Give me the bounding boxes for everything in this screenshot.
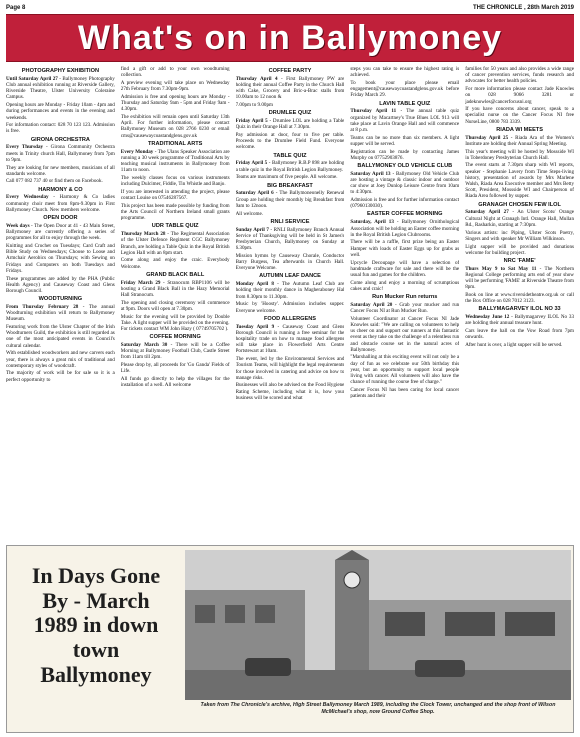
event-heading: WOODTURNING: [38, 296, 83, 303]
event-paragraph: For more information please contact Jade Knowles on 028 9066 3281 or jadeknowles@cancerfocusni.org: [465, 86, 574, 105]
event-paragraph: Registration can be made by contacting James Murphy on 07752903876.: [350, 148, 460, 161]
event-paragraph: Until Saturday April 27 - Ballymoney Photography Club annual exhibition running at Riverside Gallery, Riverside Theatre, Ulster University Coleraine Campus.: [6, 75, 115, 101]
column-4: [350, 66, 459, 538]
event-paragraph: Featuring work from the Ulster Chapter of the Irish Woodturners Guild, the exhibition is still regarded as one of the most anticipated events in Council's cultural calendar.: [6, 324, 115, 349]
event-heading: GRAND BLACK BALL: [146, 271, 205, 278]
event-paragraph: Come along and enjoy the craic. Everybody Welcome.: [120, 257, 230, 270]
event-paragraph: Every Monday - The Ulans Speaker Association are running a 30 week programme of Traditional Arts by teaching musical instruments in Ballymoney from 11am to noon.: [120, 148, 230, 174]
street-photo-illustration: [185, 550, 571, 700]
event-paragraph: 7.00pm to 9.00pm: [235, 102, 273, 109]
event-paragraph: Opening hours are Monday - Friday 10am - 4pm and during performances and events in the evening and weekends.: [6, 102, 115, 121]
event-paragraph: Admission is free and for further information contact (07960130030).: [350, 197, 460, 210]
event-paragraph: Saturday April 13 - Ballymoney Old Vehicle Club are hosting a vintage & classic indoor and outdoor car show at Joey Dunlop Leisure Centre from 10am to 4:30pm.: [350, 170, 460, 196]
event-paragraph: "Marshalling at this exciting event will not only be a day of fun as we celebrate our 50th birthday this year, but an opportunity to support local people living with cancer. All volunteers will also have the chance of running the course free of charge.": [350, 354, 460, 386]
event-paragraph: Various artists: inc Piping, Ulster Scots Poetry, Singers and with speaker Mr William Wilkinson.: [465, 229, 574, 242]
event-paragraph: If you are interested in attending the project, please contact Louise on 07546287567.: [120, 188, 230, 201]
event-heading: BALLYMONEY OLD VEHICLE CLUB: [357, 162, 453, 169]
event-paragraph: Tuesday April 9 - Causeway Coast and Glens Borough Council is running a free seminar for the hospitality trade on how to manage food allergens will take place in Flowerfield Arts Centre Portstewart at 10am.: [235, 323, 345, 355]
event-paragraph: Monday April 8 - The Autumn Leaf Club are holding their monthly dance in Magheraboney Hal from 8.30pm to 11.30pm.: [235, 281, 345, 300]
photo-caption: Taken from The Chronicle's archive, High Street Ballymoney March 1989, including the Clock Tower, unchanged and the shop front of Wilson McMichael's shop, now Ground Coffee Shop.: [200, 702, 556, 715]
event-paragraph: The exhibition will remain open until Saturday 13th April. For further information, please contact Ballymoney Museum on 028 2766 0230 or email cms@causewaycoastandglens.gov.uk: [120, 113, 230, 139]
event-paragraph: Friday April 5 - Ballymoney R.B.P 898 are holding a table quiz in the Royal British Legion Ballymoney.: [235, 160, 345, 173]
event-paragraph: This year's meeting will be hosted by Mossside WI in Toberdoney Presbyterian Church Hall.: [465, 148, 574, 161]
event-paragraph: All welcome.: [235, 210, 264, 217]
event-heading: BIG BREAKFAST: [267, 182, 313, 189]
event-paragraph: Please drop by, all proceeds for 'Go Ganda' Fields of Life.: [120, 362, 230, 375]
event-paragraph: Wednesday June 12 - Ballymagarvey ILOL No 33 are holding their annual treasure hunt.: [465, 314, 574, 327]
event-paragraph: Music by 'Hoosty'. Admission includes supper. Everyone welcome.: [235, 301, 345, 314]
event-paragraph: Week days - The Open Door at 41 - 43 Main Street, Ballymoney are currently offering a series of programmes for all to enjoy through the week.: [6, 222, 115, 242]
event-paragraph: Friday April 5 - Drumlee LOL are holding a Table Quiz in their Orange Hall at 7.30pm.: [235, 118, 345, 131]
event-heading: AUTUMN LEAF DANCE: [259, 273, 321, 280]
event-heading: DRUMLEE QUIZ: [268, 110, 312, 117]
event-paragraph: Cars leave the hall on the Vow Road from 7pm onwards.: [465, 328, 574, 341]
event-paragraph: Thursday April 4 - First Ballymoney PW are holding their annual Coffee Party in the Church Hall with Cake, Grocery and Bric-a-Brac stalls from 10.00am to 12 noon &: [235, 75, 345, 101]
event-paragraph: Teams are maximum of five people. All welcome.: [235, 174, 338, 181]
event-heading: RIADA WI MEETS: [496, 126, 543, 133]
column-1: [6, 66, 115, 538]
event-heading: COFFEE MORNING: [149, 334, 201, 341]
event-paragraph: Come along and enjoy a morning of scrumptious cakes and craic!: [350, 279, 460, 292]
feature-box: [6, 545, 574, 733]
event-paragraph: Thurs May 9 to Sat May 11 - The Northern Regional College performing arts end of year show will be performing 'FAME' at Riverside Theatre from 8pm.: [465, 265, 574, 291]
event-paragraph: If you have concerns about cancer, speak to a specialist nurse on the Cancer Focus NI free NurseLine, 0800 783 3339.: [465, 106, 574, 125]
event-paragraph: This project has been made possible by funding from the Arts Council of Northern Ireland small grants programme.: [120, 202, 230, 222]
event-paragraph: Saturday March 30 - There will be a Coffee Morning at Ballymoney Football Club, Castle Street from 11am till 2pm.: [120, 342, 230, 361]
event-paragraph: Thursday April 11 - The annual table quiz organized by Macartney's True Blues LOL 913 will take place at Lavin Orange Hall and will commence at 8 p.m.: [350, 108, 460, 133]
event-paragraph: Teams can be no more than six members. A light supper will be served.: [350, 134, 460, 147]
event-heading: LAVIN TABLE QUIZ: [379, 100, 431, 107]
event-heading: HARMONY & CO: [38, 186, 83, 193]
event-heading: GIRONA ORCHESTRA: [30, 136, 90, 143]
event-heading: NRC 'FAME': [503, 257, 536, 264]
paper-dateline: THE CHRONICLE , 28th March 2019: [472, 5, 574, 11]
event-paragraph: Every Thursday - Girona Community Orchestra meets in Trinity church Hall, Ballymoney from 7pm to 9pm.: [6, 144, 115, 163]
event-paragraph: The event, led by the Environmental Services and Tourism Teams, will highlight the legal requirements for those involved in catering and advice on how to manage risks.: [235, 356, 345, 381]
event-paragraph: Saturday April 6 - The Ballymoneonelly Renewal Group are holding their monthly big Breakfast from 9am to 12noon.: [235, 190, 345, 209]
event-paragraph: After hunt is over, a light supper will be served.: [465, 342, 563, 349]
event-paragraph: Cancer Focus NI has been caring for local cancer patients and their: [350, 386, 460, 400]
event-heading: Run Mucker Run returns: [372, 294, 438, 301]
archive-photo: [185, 550, 571, 700]
event-paragraph: find a gift or add to your own woodturning collection.: [120, 66, 230, 79]
event-paragraph: To book your place please email engagement@causewaycoastandglens.gov.uk before Friday March 29.: [350, 79, 460, 99]
event-heading: COFFEE PARTY: [268, 68, 312, 74]
event-paragraph: Mission hymns by Causeway Chorale, Conductor Barry Burgess, Tea afterwards in Church Hall. Everyone Welcome.: [235, 252, 345, 272]
event-paragraph: The event starts at 7.30pm sharp with WI reports, speaker - Stephanie Lavery from Time Steps-living history, presentation of awards by Mrs Marlene Walsh, Riada Area Executive member and Mrs Betty Scott, President, Mossside WI and Chairperson of Riada Area followed by supper.: [465, 162, 574, 200]
page-number: Page 8: [6, 5, 26, 11]
event-paragraph: Saturday April 20 - Grab your mucker and run Cancer Focus NI at Run Mucker Run.: [350, 301, 460, 315]
page-header: [6, 2, 574, 14]
event-paragraph: A preview evening will take place on Wednesday 27th February from 7.30pm-9pm.: [120, 79, 230, 93]
event-paragraph: The majority of work will be for sale so it is a perfect opportunity to: [6, 370, 115, 383]
event-paragraph: Thursday March 28 - The Regimental Association of the Ulster Defence Regiment CGC Ballymoney Branch, are holding a Table Quiz in the Royal British Legion Hall with an 8pm start.: [120, 231, 230, 256]
column-3: [236, 66, 345, 538]
event-paragraph: For information contact: 028 70 123 123. Admission is free.: [6, 122, 115, 135]
event-paragraph: Call 077 082 737 40 or find them on Facebook.: [6, 178, 103, 185]
feature-title: In Days Gone By - March 1989 in down town Ballymoney: [31, 563, 161, 687]
event-paragraph: Friday March 29 - Stranocum RBP1106 will be hosting a Grand Black Ball in the Hazy Memorial Hall Stranocum.: [120, 279, 230, 299]
event-paragraph: From Thursday February 28 - The annual Woodturning exhibition will return to Ballymoney Museum.: [6, 303, 115, 323]
event-heading: GRANAGH CHOSEN FEW ILOL: [478, 201, 561, 208]
event-paragraph: Saturday, April 13 - Ballymoney Ornithological Association will be holding an Easter coffee morning in the Royal British Legion Clubrooms.: [350, 219, 460, 238]
event-heading: PHOTOGRAPHY EXHIBITION: [21, 68, 99, 74]
section-banner: [6, 14, 574, 62]
event-paragraph: Admission is free and opening hours are Monday - Thursday and Saturday 9am - 5pm and Friday 9am - 4.30pm.: [120, 93, 230, 113]
event-paragraph: Thursday April 25 - Riada Ara of the Women's Institute are holding their Annual Spring Meeting.: [465, 134, 574, 147]
event-paragraph: families for 50 years and also provides a wide range of cancer prevention services, funds research and advocates for better health policies.: [465, 66, 574, 85]
listings-columns: [6, 66, 574, 538]
event-paragraph: Pay admission at door, four to five per table. Proceeds to the Drumlee Field Fund. Everyone welcome.: [235, 132, 345, 151]
event-paragraph: Book on line at www.riversidetheatre.org.uk or call the Box Office on 028 7012 3123.: [465, 292, 574, 305]
event-heading: OPEN DOOR: [43, 215, 78, 222]
event-paragraph: Volunteer Coordinator at Cancer Focus NI Jade Knowles said: "We are calling on volunteers to help us cheer on and support our runners at this fantastic event as they take on the challenge of a relentless run and obstacle course set in the natural acres of Ballymoney.: [350, 315, 460, 353]
event-heading: UDR TABLE QUIZ: [151, 223, 199, 230]
event-heading: BALLYMAGARVEY ILOL NO 33: [478, 306, 561, 313]
column-5: [465, 66, 574, 538]
event-heading: RNLI SERVICE: [270, 218, 310, 225]
event-paragraph: Every Wednesday - Harmony & Co ladies community choir meet from 8pm-9.30pm in First Ballymoney Church. New members welcome.: [6, 194, 115, 213]
event-paragraph: steps you can take to ensure the highest rating is achieved.: [350, 66, 460, 79]
event-paragraph: Knitting and Crochet on Tuesdays; Card Craft and Bible Study on Wednesdays; Choose to Loose and Armchair Aerobics on Thursdays; with Sewing on Fridays and Computers on both Tuesdays and Fridays.: [6, 243, 115, 274]
column-2: [121, 66, 230, 538]
event-paragraph: The opening and closing ceremony will commence at 9pm. Doors will open at 7.30pm.: [120, 299, 230, 312]
event-paragraph: Saturday April 27 - An Ulster Scots/ Orange Cultural Night at Granagh Intl. Orange Hall, Mullan Rd., Rasharkin, starting at 7:30pm.: [465, 209, 574, 228]
event-paragraph: All funds go directly to help the villages for the installation of a well. All welcome: [120, 376, 230, 389]
event-heading: TABLE QUIZ: [273, 152, 307, 159]
event-paragraph: There will be a raffle, first prize being an Easter Hamper with loads of Easter Eggs up for grabs as well.: [350, 239, 460, 258]
event-paragraph: Businesses will also be advised on the Food Hygiene Rating Scheme, including what it is, how your business will be scored and what: [235, 382, 345, 401]
event-heading: FOOD ALLERGENS: [263, 315, 316, 322]
event-paragraph: Upcycle Decoupage will have a selection of handmade craftware for sale and there will be the usual fun and games for the children.: [350, 259, 460, 278]
event-paragraph: Sunday April 7 - RNLI Ballymoney Branch Annual Service of Thanksgiving will be held in St James's Presbyterian Church, Ballymoney on Sunday at 6.30pm.: [235, 226, 345, 252]
event-heading: EASTER COFFEE MORNING: [367, 211, 443, 218]
event-paragraph: With established woodworkers and new carvers each year, there is always a great mix of traditional and contemporary styles of woodcraft.: [6, 350, 115, 369]
event-paragraph: The weekly classes focus on various instruments including Dulcimer, Fiddle, Tin Whistle and Banjo.: [120, 174, 230, 188]
banner-title: What's on in Ballymoney: [77, 18, 503, 57]
event-paragraph: Light supper will be provided and donations welcome for building project.: [465, 243, 574, 256]
event-paragraph: These programmes are added by the PHA (Public Health Agency) and Causeway Coast and Glens Borough Council.: [6, 275, 115, 294]
event-paragraph: They are looking for new members, musicians of all standards welcome.: [6, 164, 115, 177]
event-paragraph: Music for the evening will be provided by Double Take. A light supper will be provided on the evening. For tickets contact WM John Hazy ( 07749705702 ).: [120, 313, 230, 333]
event-heading: TRADITIONAL ARTS: [148, 140, 203, 147]
